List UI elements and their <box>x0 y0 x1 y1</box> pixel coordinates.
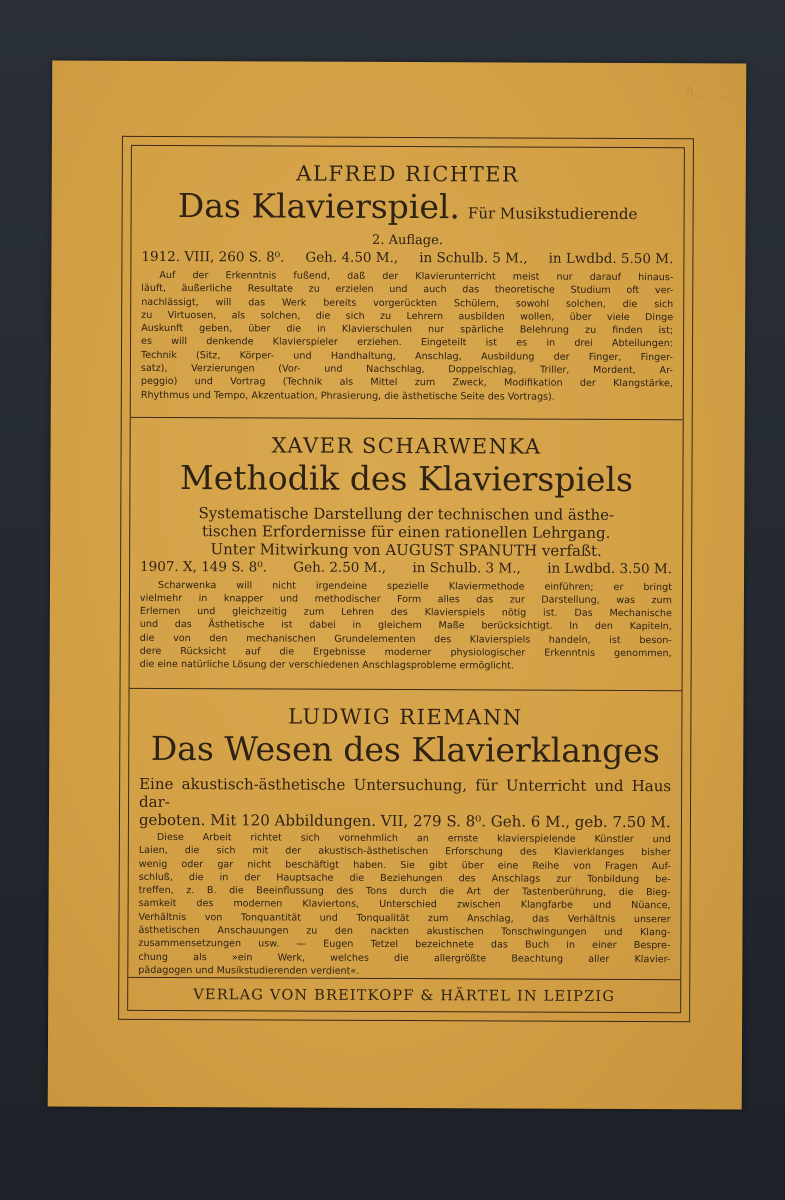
description-line: chung als »ein Werk, welches die allergrößte Beachtung aller Klavier- <box>138 951 671 965</box>
description-line: Diese Arbeit richtet sich vornehmlich an ernste klavierspielende Künstler und <box>156 831 671 846</box>
title-row <box>139 729 671 777</box>
description-line: treffen, z. B. die Beeinflussung des Tons durch die Art der Tastenberührung, die Bieg- <box>138 885 671 899</box>
description-line: Technik (Sitz, Körper- und Handhaltung, Anschlag, Ausbildung der Finger, Finger- <box>140 349 674 363</box>
description-line: Scharwenka will nicht irgendeine spezielle Klaviermethode einführen; er bringt <box>157 579 673 593</box>
description-line: die von den mechanischen Grundelementen des Klavierspiels handeln, ist beson- <box>139 632 672 646</box>
description-line: vielmehr in knapper und methodischer Form alles das zur Darstellung, was zum <box>139 592 672 606</box>
book-ad-richter <box>131 146 684 420</box>
book-description <box>141 269 674 404</box>
price-part: in Schulb. 5 M., <box>419 250 528 267</box>
description-line: Auskunft geben, über die in Klavierschulen nur spärliche Belehrung zu finden ist; <box>141 323 674 337</box>
book-subtitle-line: tischen Erfordernisse für einen rationellen Lehrgang. <box>202 521 611 542</box>
book-ad-scharwenka <box>130 417 683 691</box>
book-subtitle-line: geboten. Mit 120 Abbildungen. VII, 279 S. 8⁰. Geh. 6 M., geb. 7.50 M. <box>138 810 671 832</box>
description-line: Auf der Erkenntnis fußend, daß der Klavierunterricht meist nur darauf hinaus- <box>159 269 674 284</box>
description-line: ästhetischen Anschauungen zu den nackten akustischen Tonschwingungen und Klang- <box>138 924 671 939</box>
book-title: Methodik des Klavierspiels <box>179 457 634 499</box>
description-line: peggio) und Vortrag (Technik als Mittel zum Zweck, Modifikation der Klangstärke, <box>140 376 673 390</box>
author-name: LUDWIG RIEMANN <box>288 704 523 730</box>
description-line: und das Ästhetische ist dabei in gleichem Maße berücksichtigt. In den Kapiteln, <box>139 619 672 633</box>
price-part: Geh. 2.50 M., <box>293 559 387 576</box>
price-part: in Lwdbd. 5.50 M. <box>548 250 674 268</box>
booklet-back-cover <box>48 60 747 1109</box>
handwritten-note: h... ... <box>685 83 729 102</box>
book-subtitle-line: Eine akustisch-ästhetische Untersuchung, für Unterricht und Haus dar- <box>139 774 672 812</box>
price-part: in Schulb. 3 M., <box>412 559 521 577</box>
price-part: Geh. 4.50 M., <box>305 249 399 267</box>
price-line <box>140 557 672 578</box>
book-subtitle-line: Unter Mitwirkung von AUGUST SPANUTH verfaßt. <box>210 539 602 560</box>
description-line: dere Rücksicht auf die Ergebnisse moderner physiologischer Erkenntnis genommen, <box>139 645 672 660</box>
description-line: Erlernen und gleichzeitig zum Lehren des Klavierspiels nötig ist. Das Mechanische <box>139 605 672 620</box>
description-line: nachlässigt, will das Werk bereits vorgerückten Schülern, sowohl solchen, die sich <box>141 296 674 310</box>
description-line: wenig oder gar nicht beschäftigt haben. Sie gibt über eine Reihe von Fragen Auf- <box>138 858 671 872</box>
description-line: schluß, die in der Hauptsache die Beziehungen des Anschlags zur Tonbildung be- <box>138 871 671 886</box>
description-line: läuft, äußerliche Resultate zu erzielen und auch das theoretische Studium oft ver- <box>141 283 674 297</box>
price-part: 1912. VIII, 260 S. 8⁰. <box>141 248 285 266</box>
book-description <box>140 578 672 673</box>
description-line: Rhythmus und Tempo, Akzentuation, Phrasierung, die ästhetische Seite des Vortrags). <box>140 389 555 403</box>
edition-note: 2. Auflage. <box>372 232 443 249</box>
title-row <box>140 457 672 505</box>
description-line: Laien, die sich mit der akustisch-ästhetischen Erforschung des Klavierklanges bisher <box>138 845 671 859</box>
description-line: samkeit des modernen Klaviertons, Unterschied zwischen Klangfarbe und Nüance, <box>138 898 671 912</box>
description-line: es will denkende Klavierspieler erziehen. Eingeteilt ist es in drei Abteilungen: <box>141 336 674 350</box>
price-part: 1907. X, 149 S. 8⁰. <box>140 558 267 575</box>
advertisement-frame <box>118 136 694 1022</box>
price-line <box>141 248 673 269</box>
book-subtitle: Für Musikstudierende <box>467 204 638 224</box>
description-line: zusammensetzungen usw. — Eugen Tetzel bezeichnete das Buch in einer Bespre- <box>138 938 671 952</box>
book-title: Das Wesen des Klavierklanges <box>150 728 660 771</box>
book-subtitle-line: Systematische Darstellung der technischen und ästhe- <box>198 503 615 524</box>
description-line: zu Virtuosen, als solchen, die sich zu Lehrern ausbilden wollen, über viele Dinge <box>141 309 674 324</box>
description-line: Verhältnis von Tonquantität und Tonqualität zum Anschlag, das Verhältnis unserer <box>138 911 671 925</box>
description-line: satz), Verzierungen (Vor- und Nachschlag, Doppelschlag, Triller, Mordent, Ar- <box>140 362 673 377</box>
description-line: die eine natürliche Lösung der verschiedenen Anschlagsprobleme ermöglicht. <box>139 659 515 672</box>
description-line: pädagogen und Musikstudierenden verdient«. <box>138 964 360 977</box>
price-part: in Lwdbd. 3.50 M. <box>547 560 673 577</box>
advertisement-inner-frame <box>127 145 685 1013</box>
author-name: XAVER SCHARWENKA <box>271 432 542 459</box>
book-description <box>138 831 671 980</box>
author-name: ALFRED RICHTER <box>296 161 520 187</box>
publisher-line: VERLAG VON BREITKOPF & HÄRTEL IN LEIPZIG <box>193 987 616 1005</box>
book-title: Das Klavierspiel. <box>177 186 461 227</box>
title-row <box>142 186 674 234</box>
book-ad-riemann <box>128 689 681 980</box>
